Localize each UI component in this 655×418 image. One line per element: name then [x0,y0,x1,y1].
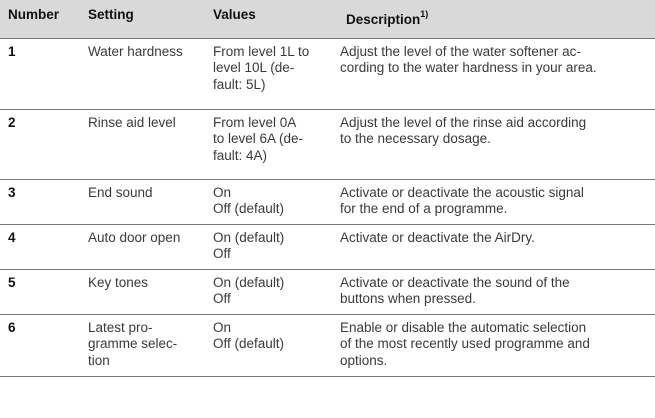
description-line: Activate or deactivate the acoustic signal [340,184,584,200]
values-line: From level 1L to [213,43,310,59]
values-line: On [213,319,232,335]
setting-line: End sound [88,184,153,200]
values-line: Off (default) [213,336,285,351]
row-number: 6 [0,314,78,376]
description-line: of the most recently used programme and [340,336,590,351]
table-row [0,314,655,376]
row-setting [78,109,203,179]
setting-line: tion [88,352,110,368]
header-description [336,0,655,38]
description-line: to the necessary dosage. [340,131,491,146]
setting-line: gramme selec- [88,336,178,351]
header-description-label: Description [346,12,421,27]
row-values [203,314,336,376]
setting-line: Latest pro- [88,319,153,335]
row-values [203,38,336,109]
description-line: Activate or deactivate the sound of the [340,274,570,290]
values-line: to level 6A (de- [213,131,304,146]
description-footnote-marker: 1) [420,9,429,19]
row-setting [78,269,203,314]
setting-line: Water hardness [88,43,183,59]
description-line: Adjust the level of the rinse aid according [340,114,587,130]
values-line: fault: 5L) [213,76,266,92]
row-description [336,269,655,314]
table-row [0,224,655,269]
row-setting [78,179,203,224]
row-values [203,179,336,224]
description-line: Adjust the level of the water softener ac- [340,43,581,59]
header-number: Number [0,0,78,38]
row-number: 3 [0,179,78,224]
table-row [0,179,655,224]
description-line: cording to the water hardness in your area. [340,60,597,75]
header-values: Values [203,0,336,38]
row-number: 4 [0,224,78,269]
description-line: for the end of a programme. [340,201,508,216]
table-row [0,38,655,109]
row-values [203,224,336,269]
values-line: Off (default) [213,201,285,216]
values-line: On (default) [213,229,285,245]
setting-line: Auto door open [88,229,181,245]
table-row [0,109,655,179]
values-line: Off [213,246,231,261]
values-line: fault: 4A) [213,147,268,163]
row-number: 5 [0,269,78,314]
values-line: level 10L (de- [213,60,295,75]
setting-line: Key tones [88,274,149,290]
description-line: buttons when pressed. [340,291,476,306]
row-setting [78,224,203,269]
row-description [336,314,655,376]
row-description [336,179,655,224]
row-setting [78,38,203,109]
row-number: 2 [0,109,78,179]
setting-line: Rinse aid level [88,114,176,130]
table-header-row [0,0,655,38]
row-number: 1 [0,38,78,109]
row-setting [78,314,203,376]
row-values [203,269,336,314]
values-line: From level 0A [213,114,297,130]
description-line: Enable or disable the automatic selection [340,319,587,335]
table-row [0,269,655,314]
row-description [336,109,655,179]
row-description [336,224,655,269]
values-line: Off [213,291,231,306]
values-line: On [213,184,232,200]
row-description [336,38,655,109]
description-line: Activate or deactivate the AirDry. [340,229,535,245]
values-line: On (default) [213,274,285,290]
row-values [203,109,336,179]
header-setting: Setting [78,0,203,38]
description-line: options. [340,352,388,368]
